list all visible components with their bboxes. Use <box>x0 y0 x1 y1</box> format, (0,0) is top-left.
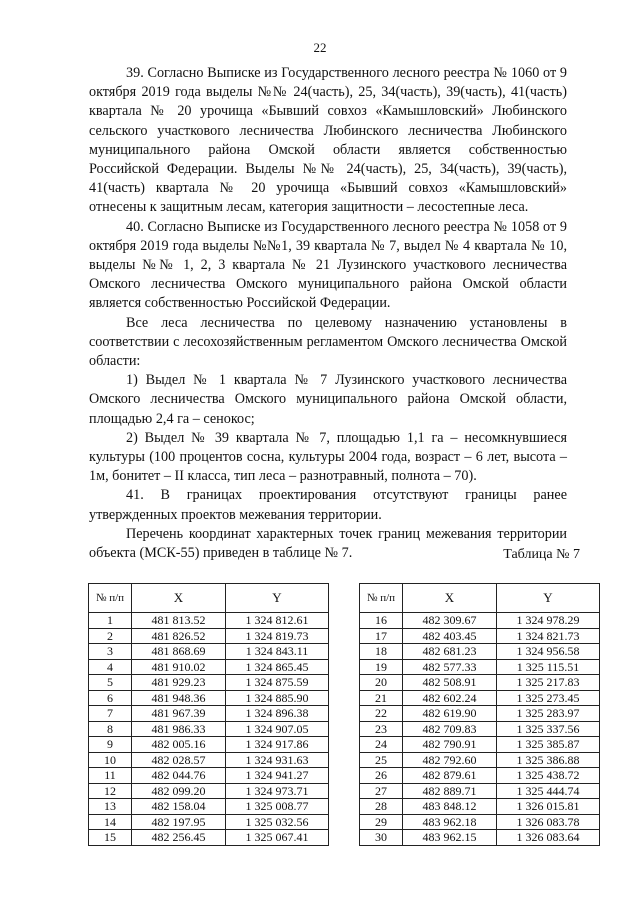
header-x: X <box>403 584 497 613</box>
cell-x: 481 986.33 <box>132 721 226 737</box>
cell-x: 483 848.12 <box>403 799 497 815</box>
cell-x: 482 577.33 <box>403 659 497 675</box>
table-row <box>89 613 329 629</box>
cell-x: 483 962.18 <box>403 814 497 830</box>
cell-y: 1 324 941.27 <box>226 768 329 784</box>
table-row <box>360 814 600 830</box>
paragraph-forests-purpose: Все леса лесничества по целевому назначению установлены в соответствии с лесохозяйственным регламентом Омского лесничества Омской области: <box>89 314 567 370</box>
table-row <box>89 799 329 815</box>
cell-x: 482 889.71 <box>403 783 497 799</box>
page-number: 22 <box>313 40 327 55</box>
table-row <box>360 721 600 737</box>
cell-y: 1 324 956.58 <box>497 644 600 660</box>
cell-y: 1 325 337.56 <box>497 721 600 737</box>
table-caption: Таблица № 7 <box>503 547 580 562</box>
cell-y: 1 326 015.81 <box>497 799 600 815</box>
cell-x: 482 790.91 <box>403 737 497 753</box>
cell-x: 482 709.83 <box>403 721 497 737</box>
cell-x: 482 403.45 <box>403 628 497 644</box>
cell-x: 483 962.15 <box>403 830 497 846</box>
table-row <box>89 644 329 660</box>
cell-x: 482 256.45 <box>132 830 226 846</box>
table-row <box>89 628 329 644</box>
cell-y: 1 324 907.05 <box>226 721 329 737</box>
table-body-left <box>89 613 329 846</box>
coordinates-table-right <box>359 583 600 846</box>
cell-x: 481 910.02 <box>132 659 226 675</box>
table-row <box>360 628 600 644</box>
cell-number: 14 <box>89 814 132 830</box>
table-row <box>360 644 600 660</box>
cell-number: 27 <box>360 783 403 799</box>
table-row <box>360 830 600 846</box>
table-row <box>360 799 600 815</box>
cell-y: 1 324 917.86 <box>226 737 329 753</box>
cell-y: 1 324 812.61 <box>226 613 329 629</box>
cell-y: 1 325 217.83 <box>497 675 600 691</box>
paragraph-41: 41. В границах проектирования отсутствуют границы ранее утвержденных проектов межевания территории. <box>89 487 567 523</box>
cell-x: 481 813.52 <box>132 613 226 629</box>
paragraph-39: 39. Согласно Выписке из Государственного лесного реестра № 1060 от 9 октября 2019 года выделы №№ 24(часть), 25, 34(часть), 39(часть), 41(часть) квартала № 20 урочища «Бывший совхоз «Камышловский» Любинского сельского участкового лесничества Любинского лесничества Любинского муниципального района Омской области является собственностью Российской Федерации. Выделы №№ 24(часть), 25, 34(часть), 39(часть), 41(часть) квартала № 20 урочища «Бывший совхоз «Камышловский» отнесены к защитным лесам, категория защитности – лесостепные леса. <box>89 65 567 216</box>
cell-number: 24 <box>360 737 403 753</box>
cell-x: 482 792.60 <box>403 752 497 768</box>
body-text <box>89 64 567 563</box>
cell-x: 482 028.57 <box>132 752 226 768</box>
cell-number: 19 <box>360 659 403 675</box>
cell-number: 2 <box>89 628 132 644</box>
table-row <box>360 706 600 722</box>
paragraph-40: 40. Согласно Выписке из Государственного лесного реестра № 1058 от 9 октября 2019 года выделы №№1, 39 квартала № 7, выдел № 4 квартала № 10, выделы №№ 1, 2, 3 квартала № 21 Лузинского участкового лесничества Омского лесничества Омского муниципального района Омской области является собственностью Российской Федерации. <box>89 218 567 312</box>
cell-number: 20 <box>360 675 403 691</box>
cell-number: 4 <box>89 659 132 675</box>
table-row <box>89 721 329 737</box>
cell-y: 1 325 444.74 <box>497 783 600 799</box>
cell-number: 16 <box>360 613 403 629</box>
cell-x: 482 099.20 <box>132 783 226 799</box>
cell-x: 482 044.76 <box>132 768 226 784</box>
table-row <box>89 814 329 830</box>
table-row <box>360 768 600 784</box>
cell-x: 481 967.39 <box>132 706 226 722</box>
table-row <box>89 675 329 691</box>
cell-y: 1 326 083.78 <box>497 814 600 830</box>
table-row <box>89 830 329 846</box>
table-row <box>360 613 600 629</box>
cell-x: 481 929.23 <box>132 675 226 691</box>
cell-number: 29 <box>360 814 403 830</box>
cell-x: 482 508.91 <box>403 675 497 691</box>
cell-number: 18 <box>360 644 403 660</box>
header-y: Y <box>497 584 600 613</box>
cell-y: 1 325 385.87 <box>497 737 600 753</box>
cell-y: 1 325 067.41 <box>226 830 329 846</box>
cell-y: 1 324 896.38 <box>226 706 329 722</box>
table-row <box>360 675 600 691</box>
cell-number: 30 <box>360 830 403 846</box>
cell-number: 22 <box>360 706 403 722</box>
cell-x: 482 158.04 <box>132 799 226 815</box>
table-row <box>89 706 329 722</box>
header-y: Y <box>226 584 329 613</box>
table-row <box>89 752 329 768</box>
cell-number: 21 <box>360 690 403 706</box>
cell-y: 1 325 032.56 <box>226 814 329 830</box>
cell-x: 482 309.67 <box>403 613 497 629</box>
cell-x: 482 619.90 <box>403 706 497 722</box>
cell-x: 482 197.95 <box>132 814 226 830</box>
table-row <box>89 783 329 799</box>
cell-y: 1 325 115.51 <box>497 659 600 675</box>
cell-number: 28 <box>360 799 403 815</box>
cell-y: 1 324 875.59 <box>226 675 329 691</box>
cell-number: 5 <box>89 675 132 691</box>
paragraph-item-2: 2) Выдел № 39 квартала № 7, площадью 1,1 га – несомкнувшиеся культуры (100 процентов сосна, культуры 2004 года, возраст – 6 лет, высота – 1м, бонитет – II класса, тип леса – разнотравный, полнота – 70). <box>89 429 567 485</box>
cell-number: 3 <box>89 644 132 660</box>
cell-y: 1 324 819.73 <box>226 628 329 644</box>
table-row <box>360 737 600 753</box>
cell-number: 12 <box>89 783 132 799</box>
paragraph-item-1: 1) Выдел № 1 квартала № 7 Лузинского участкового лесничества Омского лесничества Омского муниципального района Омской области, площадью 2,4 га – сенокос; <box>89 372 567 427</box>
table-row <box>360 690 600 706</box>
cell-number: 1 <box>89 613 132 629</box>
coordinates-table-left <box>88 583 329 846</box>
cell-y: 1 324 843.11 <box>226 644 329 660</box>
table-row <box>89 737 329 753</box>
table-row <box>360 659 600 675</box>
cell-x: 482 005.16 <box>132 737 226 753</box>
cell-number: 10 <box>89 752 132 768</box>
cell-y: 1 324 885.90 <box>226 690 329 706</box>
cell-number: 9 <box>89 737 132 753</box>
header-x: X <box>132 584 226 613</box>
cell-y: 1 325 386.88 <box>497 752 600 768</box>
cell-x: 482 681.23 <box>403 644 497 660</box>
cell-x: 482 879.61 <box>403 768 497 784</box>
cell-number: 25 <box>360 752 403 768</box>
cell-number: 26 <box>360 768 403 784</box>
table-row <box>360 752 600 768</box>
cell-number: 23 <box>360 721 403 737</box>
cell-number: 15 <box>89 830 132 846</box>
cell-number: 11 <box>89 768 132 784</box>
table-row <box>89 659 329 675</box>
cell-y: 1 324 865.45 <box>226 659 329 675</box>
paragraph-coordinates-intro: Перечень координат характерных точек границ межевания территории объекта (МСК-55) приведен в таблице № 7. <box>89 525 567 562</box>
cell-y: 1 324 978.29 <box>497 613 600 629</box>
cell-x: 481 826.52 <box>132 628 226 644</box>
cell-y: 1 325 283.97 <box>497 706 600 722</box>
table-row <box>360 783 600 799</box>
cell-y: 1 326 083.64 <box>497 830 600 846</box>
cell-number: 13 <box>89 799 132 815</box>
table-header-row <box>360 584 600 613</box>
cell-x: 482 602.24 <box>403 690 497 706</box>
cell-x: 481 948.36 <box>132 690 226 706</box>
cell-number: 17 <box>360 628 403 644</box>
table-header-row <box>89 584 329 613</box>
cell-y: 1 324 931.63 <box>226 752 329 768</box>
cell-y: 1 325 273.45 <box>497 690 600 706</box>
cell-number: 6 <box>89 690 132 706</box>
cell-number: 8 <box>89 721 132 737</box>
cell-number: 7 <box>89 706 132 722</box>
cell-y: 1 324 821.73 <box>497 628 600 644</box>
cell-y: 1 325 438.72 <box>497 768 600 784</box>
cell-x: 481 868.69 <box>132 644 226 660</box>
header-number: № п/п <box>89 584 132 613</box>
table-body-right <box>360 613 600 846</box>
table-row <box>89 768 329 784</box>
cell-y: 1 324 973.71 <box>226 783 329 799</box>
header-number: № п/п <box>360 584 403 613</box>
table-row <box>89 690 329 706</box>
cell-y: 1 325 008.77 <box>226 799 329 815</box>
